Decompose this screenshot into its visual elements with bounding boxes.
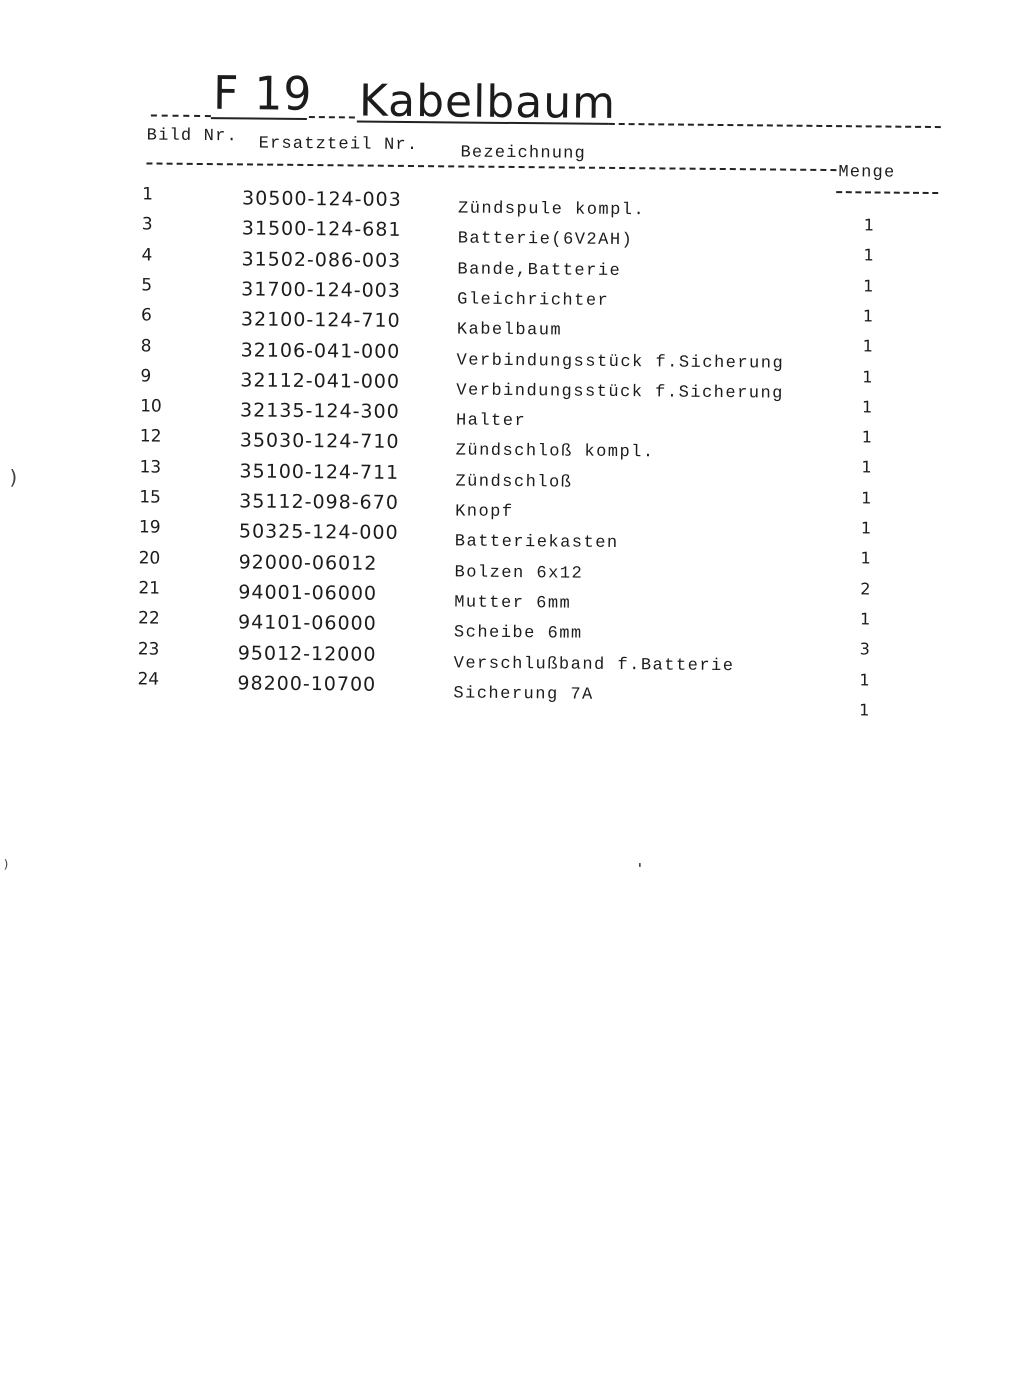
bezeichnung-cell: Zündschloß kompl.	[455, 441, 655, 463]
ersatzteil-nr-cell: 92000-06012	[238, 550, 378, 575]
menge-cell: 1	[861, 457, 872, 477]
ersatzteil-nr-cell: 31502-086-003	[241, 247, 402, 272]
bild-nr-cell: 15	[139, 487, 161, 508]
header-bezeichnung: Bezeichnung	[460, 143, 587, 164]
ersatzteil-nr-cell: 35100-124-711	[239, 460, 400, 484]
bezeichnung-cell: Verschlußband f.Batterie	[453, 653, 735, 676]
bezeichnung-cell: Sicherung 7A	[453, 684, 594, 705]
bezeichnung-cell: Zündschloß	[455, 472, 573, 493]
menge-cell: 1	[863, 215, 875, 235]
bezeichnung-cell: Verbindungsstück f.Sicherung	[456, 381, 785, 404]
ersatzteil-nr-cell: 31500-124-681	[241, 217, 402, 242]
bezeichnung-cell: Verbindungsstück f.Sicherung	[456, 350, 785, 374]
bild-nr-cell: 10	[140, 396, 162, 417]
menge-cell: 1	[859, 609, 871, 629]
menge-cell: 3	[859, 639, 871, 659]
bild-nr-cell: 24	[137, 669, 160, 690]
section-name: Kabelbaum	[358, 75, 617, 129]
section-code: F 19	[212, 66, 313, 122]
ersatzteil-nr-cell: 32112-041-000	[240, 369, 401, 393]
header-menge: Menge	[838, 163, 896, 183]
bezeichnung-cell: Batteriekasten	[454, 532, 619, 554]
bild-nr-cell: 1	[142, 184, 154, 205]
bezeichnung-cell: Bolzen 6x12	[454, 563, 584, 584]
bild-nr-cell: 5	[141, 275, 153, 296]
menge-cell: 1	[862, 336, 873, 356]
header-dash-rule	[146, 162, 836, 171]
title-dash-mid	[309, 116, 355, 118]
ersatzteil-nr-cell: 98200-10700	[237, 672, 377, 696]
title-dash-lead	[151, 115, 211, 118]
margin-mark: )	[3, 857, 9, 872]
menge-cell: 1	[863, 245, 874, 265]
menge-cell: 1	[859, 700, 870, 720]
header-ersatzteil-nr: Ersatzteil Nr.	[258, 134, 419, 156]
bild-nr-cell: 12	[139, 426, 162, 448]
menge-cell: 1	[861, 488, 872, 508]
menge-cell: 1	[860, 518, 872, 538]
menge-cell: 2	[860, 578, 871, 599]
menge-cell: 1	[860, 548, 871, 568]
ersatzteil-nr-cell: 95012-12000	[237, 641, 377, 666]
bild-nr-cell: 19	[138, 517, 161, 538]
bezeichnung-cell: Gleichrichter	[457, 290, 610, 311]
menge-cell: 1	[862, 306, 874, 326]
bezeichnung-cell: Halter	[455, 411, 527, 432]
bild-nr-cell: 4	[141, 245, 153, 266]
menge-cell: 1	[859, 669, 870, 689]
ersatzteil-nr-cell: 30500-124-003	[242, 187, 402, 211]
ersatzteil-nr-cell: 32100-124-710	[240, 308, 401, 333]
bild-nr-cell: 13	[139, 457, 162, 478]
menge-cell: 1	[862, 366, 873, 386]
bezeichnung-cell: Scheibe 6mm	[453, 623, 583, 644]
bezeichnung-cell: Mutter 6mm	[454, 593, 572, 614]
bezeichnung-cell: Kabelbaum	[456, 320, 563, 341]
menge-cell: 1	[861, 397, 873, 417]
ersatzteil-nr-cell: 94101-06000	[237, 611, 377, 635]
margin-mark: )	[9, 465, 18, 490]
menge-cell: 1	[863, 275, 874, 296]
bild-nr-cell: 3	[141, 214, 153, 235]
menge-dash-rule	[836, 191, 938, 194]
bild-nr-cell: 9	[140, 366, 152, 387]
ersatzteil-nr-cell: 32106-041-000	[240, 338, 401, 363]
stray-mark: '	[637, 861, 643, 878]
ersatzteil-nr-cell: 32135-124-300	[239, 399, 400, 423]
bezeichnung-cell: Bande,Batterie	[457, 260, 622, 281]
bild-nr-cell: 20	[138, 547, 161, 569]
ersatzteil-nr-cell: 94001-06000	[238, 581, 378, 605]
ersatzteil-nr-cell: 31700-124-003	[241, 278, 402, 302]
bild-nr-cell: 21	[138, 578, 161, 599]
page-title	[151, 66, 952, 139]
bezeichnung-cell: Knopf	[455, 502, 514, 523]
ersatzteil-nr-cell: 35030-124-710	[239, 429, 400, 454]
bild-nr-cell: 6	[140, 305, 152, 326]
bild-nr-cell: 22	[137, 608, 160, 629]
bezeichnung-cell: Zündspule kompl.	[457, 199, 646, 221]
header-bild-nr: Bild Nr.	[146, 126, 239, 147]
bezeichnung-cell: Batterie(6V2AH)	[457, 229, 634, 251]
ersatzteil-nr-cell: 50325-124-000	[238, 520, 399, 545]
ersatzteil-nr-cell: 35112-098-670	[239, 490, 399, 514]
bild-nr-cell: 23	[137, 638, 160, 660]
bild-nr-cell: 8	[140, 335, 152, 357]
menge-cell: 1	[861, 427, 873, 447]
